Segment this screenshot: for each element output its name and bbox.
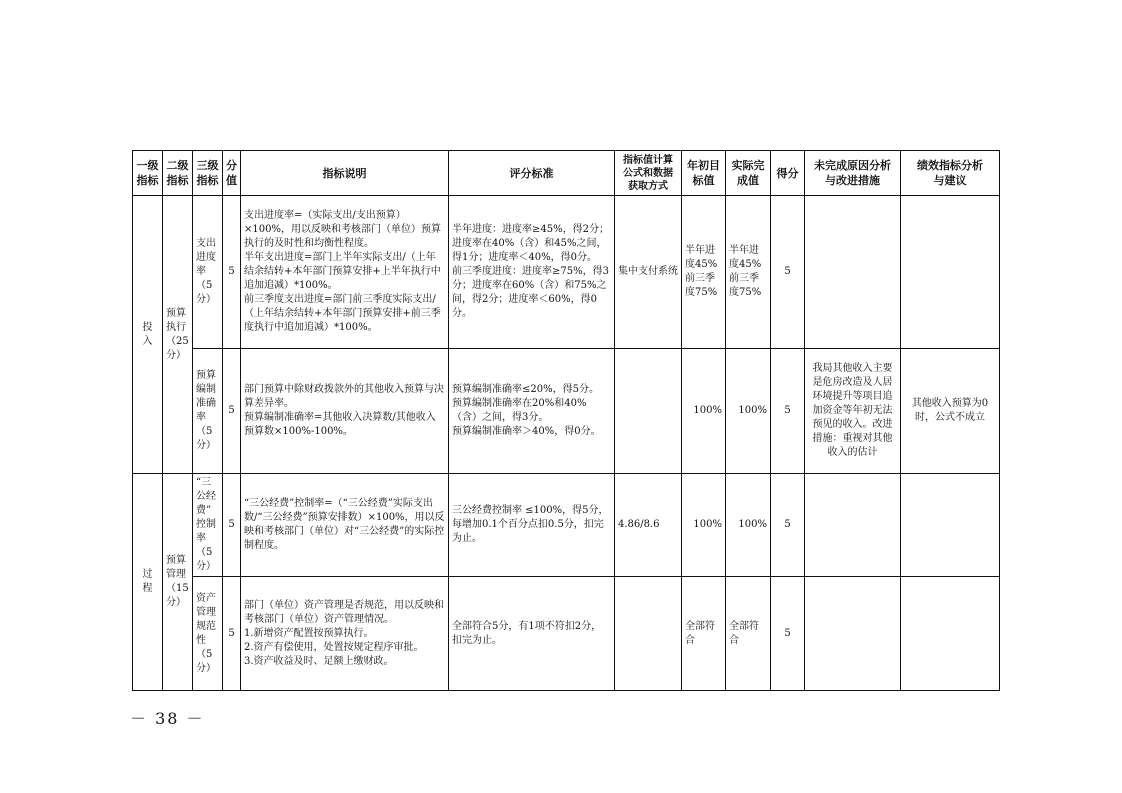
section-input: 投 入	[133, 196, 163, 474]
indicator-name: “三 公经 费” 控制 率 （5 分）	[193, 474, 223, 577]
indicator-actual: 半年进 度45% 前三季 度75%	[726, 196, 771, 349]
header-suggestion: 绩效指标分析 与建议	[901, 151, 1000, 196]
section-process: 过 程	[133, 474, 163, 691]
indicator-description: 部门（单位）资产管理是否规范，用以反映和考核部门（单位）资产管理情况。 1.新增资产配置按预算执行。 2.资产有偿使用，处置按规定程序审批。 3.资产收益及时、足额上缴财政。	[241, 577, 449, 691]
indicator-criteria: 全部符合5分，有1项不符扣2分，扣完为止。	[449, 577, 615, 691]
indicator-score: 5	[771, 474, 805, 577]
indicator-score: 5	[771, 196, 805, 349]
indicator-actual: 100%	[726, 349, 771, 474]
indicator-target: 半年进 度45% 前三季 度75%	[682, 196, 726, 349]
header-score: 得分	[771, 151, 805, 196]
indicator-reason	[805, 577, 901, 691]
section-budget-management: 预算 管理 （15 分）	[163, 474, 193, 691]
indicator-formula: 4.86/8.6	[615, 474, 682, 577]
header-criteria: 评分标准	[449, 151, 615, 196]
indicator-description: 支出进度率=（实际支出/支出预算）×100%，用以反映和考核部门（单位）预算执行的及时性和均衡性程度。 半年支出进度=部门上半年实际支出/（上年结余结转+本年部门预算安排+上半年执行中追加追减）*100%。 前三季度支出进度=部门前三季度实际支出/（上年结余结转+本年部门预算安排+前三季度执行中追加追减）*100%。	[241, 196, 449, 349]
indicator-description: 部门预算中除财政拨款外的其他收入预算与决算差异率。 预算编制准确率=其他收入决算数/其他收入预算数×100%-100%。	[241, 349, 449, 474]
indicator-name: 资产 管理 规范 性 （5 分）	[193, 577, 223, 691]
indicator-criteria: 三公经费控制率 ≤100%，得5分，每增加0.1个百分点扣0.5分，扣完为止。	[449, 474, 615, 577]
indicator-criteria: 半年进度：进度率≥45%，得2分；进度率在40%（含）和45%之间，得1分；进度率＜40%，得0分。 前三季度进度：进度率≥75%，得3分；进度率在60%（含）和75%之间，得2分；进度率＜60%，得0分。	[449, 196, 615, 349]
indicator-reason	[805, 196, 901, 349]
table-row	[133, 577, 1000, 691]
header-reason: 未完成原因分析 与改进措施	[805, 151, 901, 196]
indicator-score: 5	[771, 577, 805, 691]
header-level3: 三级 指标	[193, 151, 223, 196]
indicator-suggestion	[901, 577, 1000, 691]
table-row	[133, 474, 1000, 577]
header-score-value: 分 值	[223, 151, 241, 196]
indicator-value: 5	[223, 196, 241, 349]
header-level2: 二级 指标	[163, 151, 193, 196]
indicator-actual: 100%	[726, 474, 771, 577]
table-row	[133, 196, 1000, 349]
indicator-criteria: 预算编制准确率≤20%，得5分。 预算编制准确率在20%和40%（含）之间，得3分。 预算编制准确率＞40%，得0分。	[449, 349, 615, 474]
indicator-target: 100%	[682, 349, 726, 474]
header-formula: 指标值计算 公式和数据 获取方式	[615, 151, 682, 196]
indicator-target: 100%	[682, 474, 726, 577]
indicator-actual: 全部符 合	[726, 577, 771, 691]
indicator-name: 预算 编制 准确 率 （5 分）	[193, 349, 223, 474]
performance-indicator-table	[132, 150, 1000, 691]
indicator-value: 5	[223, 474, 241, 577]
indicator-score: 5	[771, 349, 805, 474]
indicator-target: 全部符 合	[682, 577, 726, 691]
indicator-formula: 集中支付系统	[615, 196, 682, 349]
indicator-reason: 我局其他收入主要是危房改造及人居环境提升等项目追加资金等年初无法预见的收入。改进措施：重视对其他收入的估计	[805, 349, 901, 474]
indicator-suggestion	[901, 474, 1000, 577]
header-target: 年初目 标值	[682, 151, 726, 196]
indicator-formula	[615, 349, 682, 474]
indicator-reason	[805, 474, 901, 577]
indicator-value: 5	[223, 577, 241, 691]
indicator-suggestion: 其他收入预算为0时，公式不成立	[901, 349, 1000, 474]
header-row	[133, 151, 1000, 196]
header-actual: 实际完 成值	[726, 151, 771, 196]
header-description: 指标说明	[241, 151, 449, 196]
indicator-name: 支出 进度 率 （5 分）	[193, 196, 223, 349]
indicator-description: “三公经费”控制率=（“三公经费”实际支出数/“三公经费”预算安排数）×100%，用以反映和考核部门（单位）对“三公经费”的实际控制程度。	[241, 474, 449, 577]
page-number: － 38 －	[130, 709, 205, 728]
section-budget-execution: 预算 执行 （25 分）	[163, 196, 193, 474]
table-row	[133, 349, 1000, 474]
header-level1: 一级 指标	[133, 151, 163, 196]
indicator-value: 5	[223, 349, 241, 474]
indicator-suggestion	[901, 196, 1000, 349]
indicator-formula	[615, 577, 682, 691]
